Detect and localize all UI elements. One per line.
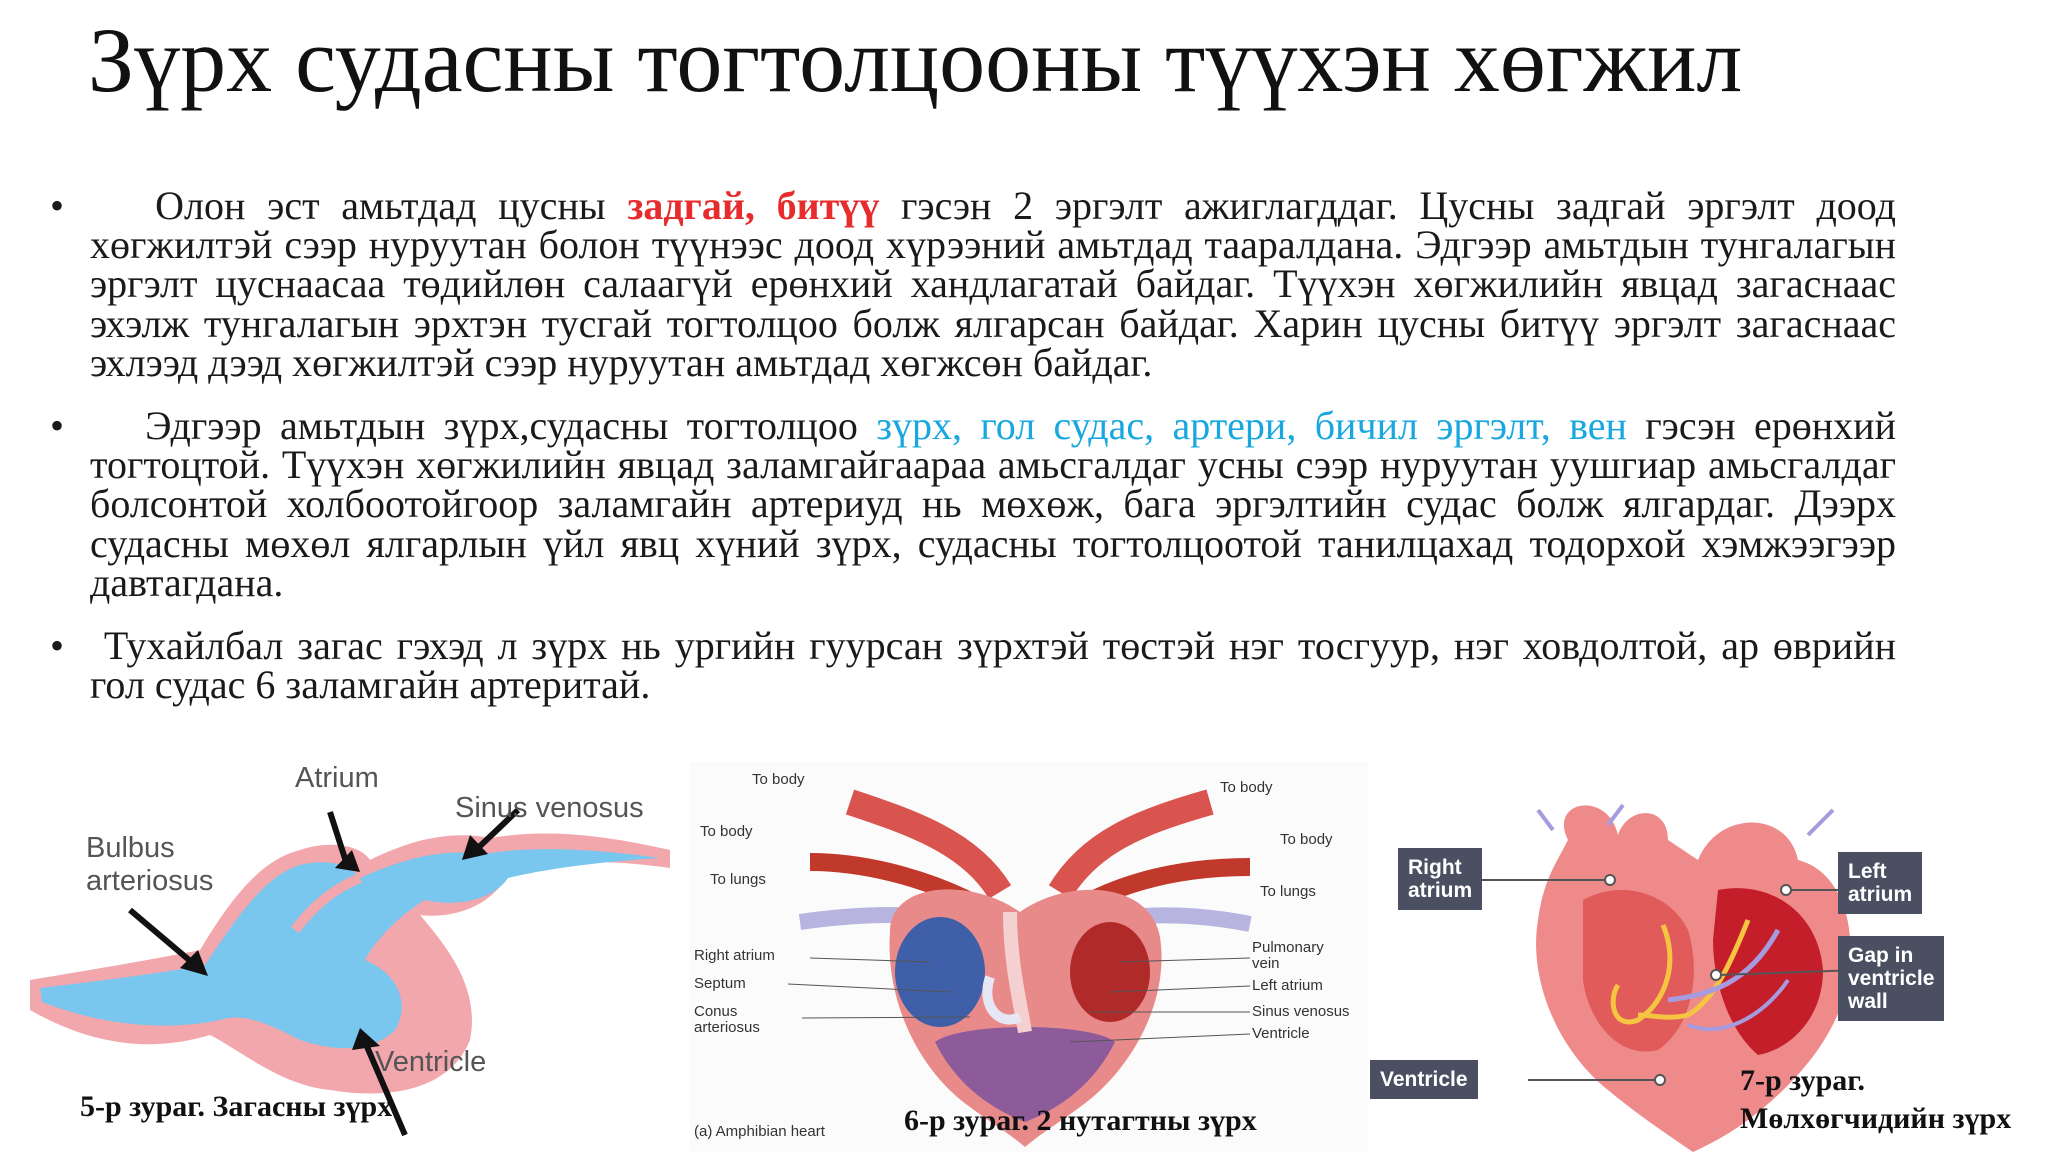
amph-label-conus-arteriosus: Conus arteriosus — [694, 1003, 760, 1036]
bullet-1-post: гэсэн 2 эргэлт ажиглагддаг. Цусны задгай эргэлт доод хөгжилтэй сээр нуруутан болон түүнээс доод хүрээний амьтдад тааралдана. Эдгээр амьтдын тунгалагын эргэлт цуснаасаа төдийлөн салаагүй ерөнхий хандлагатай байдаг. Түүхэн хөгжилийн явцад загаснаас эхэлж тунгалагын эрхтэн тусгай тогтолцоо болж ялгарсан байдаг. Харин цусны битүү эргэлт загаснаас эхлээд дээд хөгжилтэй сээр нуруутан амьтдад хөгжсөн байдаг. — [90, 183, 1906, 385]
caption-reptile-heart: 7-р зураг. Мөлхөгчидийн зүрх — [1740, 1064, 2012, 1135]
fish-label-atrium: Atrium — [295, 762, 379, 794]
amph-label-ventricle: Ventricle — [1252, 1025, 1310, 1042]
reptile-label-right-atrium: Right atrium — [1398, 848, 1482, 910]
bullet-item-3 — [50, 622, 1907, 708]
caption-fish-heart: 5-р зураг. Загасны зүрх — [80, 1090, 393, 1123]
amph-label-right-atrium: Right atrium — [694, 947, 775, 964]
amph-label-to-body-4: To body — [1280, 831, 1333, 848]
bullet-2-pre: Эдгээр амьтдын зүрх,судасны тогтолцоо — [90, 402, 877, 448]
fish-label-ventricle: Ventricle — [375, 1046, 487, 1078]
reptile-label-ventricle: Ventricle — [1370, 1060, 1478, 1099]
amph-label-to-lungs-1: To lungs — [710, 871, 766, 888]
reptile-label-gap: Gap in ventricle wall — [1838, 936, 1944, 1021]
bullet-1-pre: Олон эст амьтдад цусны — [90, 183, 628, 228]
caption-amphibian-heart: 6-р зураг. 2 нутагтны зүрх — [904, 1104, 1257, 1137]
amph-label-pulmonary-vein: Pulmonary vein — [1252, 939, 1324, 972]
bullet-text-3: Тухайлбал загас гэхэд л зүрх нь ургийн гуурсан зүрхтэй төстэй нэг тосгуур, нэг ховдолтой, ар өврийн гол судас 6 заламгайн артеритай. — [90, 622, 1907, 708]
bullet-text-2 — [90, 402, 1906, 605]
amph-label-sinus-venosus: Sinus venosus — [1252, 1003, 1350, 1020]
bullet-2-highlight: зүрх, гол судас, артери, бичил эргэлт, вен — [876, 402, 1627, 448]
amph-label-to-body-3: To body — [1220, 779, 1273, 796]
bullet-item-2 — [50, 402, 1906, 605]
amph-label-to-lungs-2: To lungs — [1260, 883, 1316, 900]
bullet-1-highlight: задгай, битүү — [627, 183, 880, 228]
bullet-item-1 — [50, 183, 1906, 385]
amph-label-to-body-2: To body — [700, 823, 753, 840]
fish-label-bulbus-arteriosus: Bulbus arteriosus — [86, 832, 214, 898]
amph-label-to-body-1: To body — [752, 771, 805, 788]
reptile-label-left-atrium: Left atrium — [1838, 852, 1922, 914]
amph-label-subtitle: (a) Amphibian heart — [694, 1123, 825, 1140]
bullet-2-post: гэсэн ерөнхий тогтоцтой. Түүхэн хөгжилийн явцад заламгайгаараа амьсгалдаг усны сээр нуруутан уушгиар амьсгалдаг болсонтой холбоотойгоор заламгайн артериуд нь мөхөж, бага эргэлтийн судас болж ялгардаг. Дээрх судасны мөхөл ялгарлын үйл явц хүний зүрх, судасны тогтолцоотой танилцахад тодорхой хэмжээгээр давтагдана. — [90, 402, 1906, 605]
bullet-marker: • — [50, 402, 65, 448]
bullet-marker: • — [50, 622, 65, 668]
slide-title: Зүрх судасны тогтолцооны түүхэн хөгжил — [88, 9, 1743, 111]
amph-label-septum: Septum — [694, 975, 746, 992]
amphibian-heart-figure — [690, 762, 1368, 1152]
bullet-text-1 — [90, 183, 1906, 385]
bullet-marker: • — [50, 183, 65, 228]
fish-label-sinus-venosus: Sinus venosus — [455, 792, 644, 824]
bullet-list — [50, 183, 1907, 728]
amph-label-left-atrium: Left atrium — [1252, 977, 1323, 994]
